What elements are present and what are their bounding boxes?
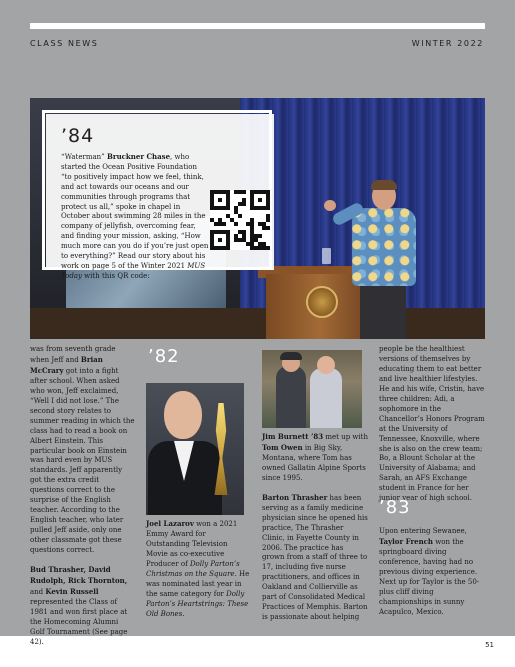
column-2: Joel Lazarov won a 2021 Emmy Award for Outstanding Television Movie as co-executive Producer of Dolly Parton’s Christmas on the Square. He was nominated last year in the same category for Dolly Parton’s Heartstrings: These Old Bones.	[146, 519, 250, 618]
class-year-82: ’82	[148, 346, 180, 367]
top-rule	[30, 23, 485, 29]
column-1: was from seventh grade when Jeff and Brian McCrary got into a fight after school. When asked who won, Jeff exclaimed, “Well I did not lose.” The second story relates to summer reading in which the class had to read a book on Albert Einstein. This particular book on Einstein was hard even by MUS standards. Jeff apparently got the extra credit questions correct to the surprise of the English teacher. According to the English teacher, who later pulled Jeff aside, only one other classmate got these questions correct. Bud Thrasher, David Rudolph, Rick Thornton, and Kevin Russell represented the Class of 1981 and won first place at the Homecoming Alumni Golf Tournament (See page 42).	[30, 345, 135, 646]
class-year-83: ’83	[379, 497, 411, 518]
water-glass	[322, 248, 331, 264]
issue-label: WINTER 2022	[411, 39, 484, 48]
page-number: 51	[485, 641, 494, 649]
class-year-84: ’84	[61, 125, 95, 147]
speaker-figure	[336, 182, 426, 339]
emmy-photo	[146, 383, 244, 515]
column-4: people be the healthiest versions of themselves by educating them to eat better and live healthier lifestyles. He and his wife, Cristin, have three children: Adi, a sophomore in the Chancellor’s Honors Program at the University of Tennessee, Knoxville, where she is also on the crew team; Bo, a Blount Scholar at the University of Alabama; and Sarah, an AFS Exchange student in France for her junior year of high school.	[379, 345, 485, 503]
class-83-story: Upon entering Sewanee, Taylor French won the springboard diving conference, having had no previous diving experience. Next up for Taylor is the 50-plus cliff diving championships in sunny Acapulco, Mexico.	[379, 527, 480, 616]
school-seal-icon	[306, 286, 338, 318]
big-sky-photo	[262, 350, 362, 428]
person-name: Bruckner Chase	[106, 152, 171, 161]
magazine-title: MUS Today	[61, 261, 206, 280]
column-3: Jim Burnett ’83 met up with Tom Owen in Big Sky, Montana, where Tom has owned Gallatin Alpine Sports since 1995. Barton Thrasher has been serving as a family medicine physician since he opened his practice, The Thrasher Clinic, in Fayette County in 2006. The practice has grown from a staff of three to 17, including five nurse practitioners, and offices in Oakland and Collierville as part of Consolidated Medical Practices of Memphis. Barton is passionate about helping	[262, 432, 368, 622]
qr-code-icon[interactable]	[210, 190, 270, 250]
section-label: CLASS NEWS	[30, 39, 99, 48]
class-84-story: “Waterman” Bruckner Chase, who started the Ocean Positive Foundation “to positively impact how we feel, think, and act towards our oceans and our communities through programs that protect us all,” spoke in chapel in October about swimming 28 miles in the company of jellyfish, overcoming fear, and finding your mission, asking, “How much more can you do if you’re just open to everything?” Read our story about his work on page 5 of the Winter 2021 MUS Today with this QR code:	[61, 152, 209, 280]
